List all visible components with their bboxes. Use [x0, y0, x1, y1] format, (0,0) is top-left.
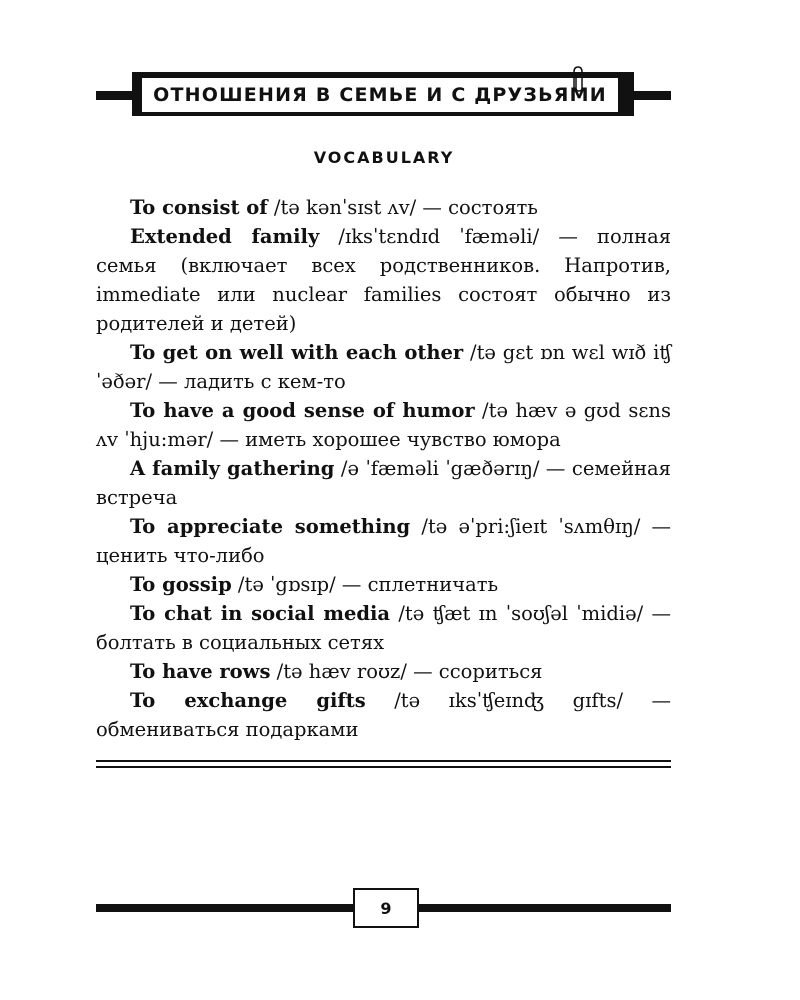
vocab-entry	[96, 570, 671, 599]
vocab-definition: /tə ɪksˈʧeɪnʤ gɪfts/ — обмениваться подарками	[96, 689, 671, 741]
vocab-entry	[96, 222, 671, 338]
vocab-term: To have a good sense of humor	[130, 399, 475, 422]
vocab-entry	[96, 512, 671, 570]
section-end-rule-bottom	[96, 766, 671, 768]
vocab-term: To appreciate something	[130, 515, 411, 538]
vocab-definition: /tə ʧæt ɪn ˈsoʊʃəl ˈmidiə/ — болтать в социальных сетях	[96, 602, 671, 654]
page-number	[353, 888, 419, 928]
chapter-title: ОТНОШЕНИЯ В СЕМЬЕ И С ДРУЗЬЯМИ	[153, 84, 607, 106]
vocab-definition: /tə gɛt ɒn wɛl wɪð iʧ ˈəðər/ — ладить с кем-то	[96, 341, 671, 393]
vocab-term: To get on well with each other	[130, 341, 464, 364]
section-end-rule-top	[96, 760, 671, 762]
vocab-definition: /tə əˈpri:ʃieɪt ˈsʌmθɪŋ/ — ценить что-либо	[96, 515, 672, 567]
vocab-definition: /tə hæv roʊz/ — ссориться	[270, 660, 543, 683]
section-heading: VOCABULARY	[313, 148, 455, 167]
vocabulary-list	[96, 193, 671, 744]
vocab-entry	[96, 193, 671, 222]
vocab-definition: /ə ˈfæməli ˈgæðərɪŋ/ — семейная встреча	[96, 457, 671, 509]
vocab-entry	[96, 338, 671, 396]
vocab-definition: /tə hæv ə gʊd sɛns ʌv ˈhju:mər/ — иметь хорошее чувство юмора	[96, 399, 671, 451]
vocab-term: A family gathering	[130, 457, 335, 480]
vocab-definition: /ɪksˈtɛndɪd ˈfæməli/ — полная семья (включает всех родственников. Напротив, immediate или nuclear families состоят обычно из родителей и детей)	[96, 225, 671, 335]
header-box	[140, 76, 620, 114]
vocab-term: To have rows	[130, 660, 271, 683]
vocab-entry	[96, 454, 671, 512]
vocab-term: Extended family	[130, 225, 320, 248]
vocab-term: To chat in social media	[130, 602, 391, 625]
vocab-definition: /tə kənˈsɪst ʌv/ — состоять	[267, 196, 538, 219]
vocab-entry	[96, 396, 671, 454]
vocab-entry	[96, 686, 671, 744]
page-number-text: 9	[380, 898, 392, 918]
paper-clip-icon	[566, 64, 588, 94]
vocab-definition: /tə ˈgɒsɪp/ — сплетничать	[231, 573, 499, 596]
vocab-entry	[96, 657, 671, 686]
vocab-term: To exchange gifts	[130, 689, 366, 712]
vocab-term: To gossip	[130, 573, 232, 596]
vocab-entry	[96, 599, 671, 657]
vocab-term: To consist of	[130, 196, 268, 219]
